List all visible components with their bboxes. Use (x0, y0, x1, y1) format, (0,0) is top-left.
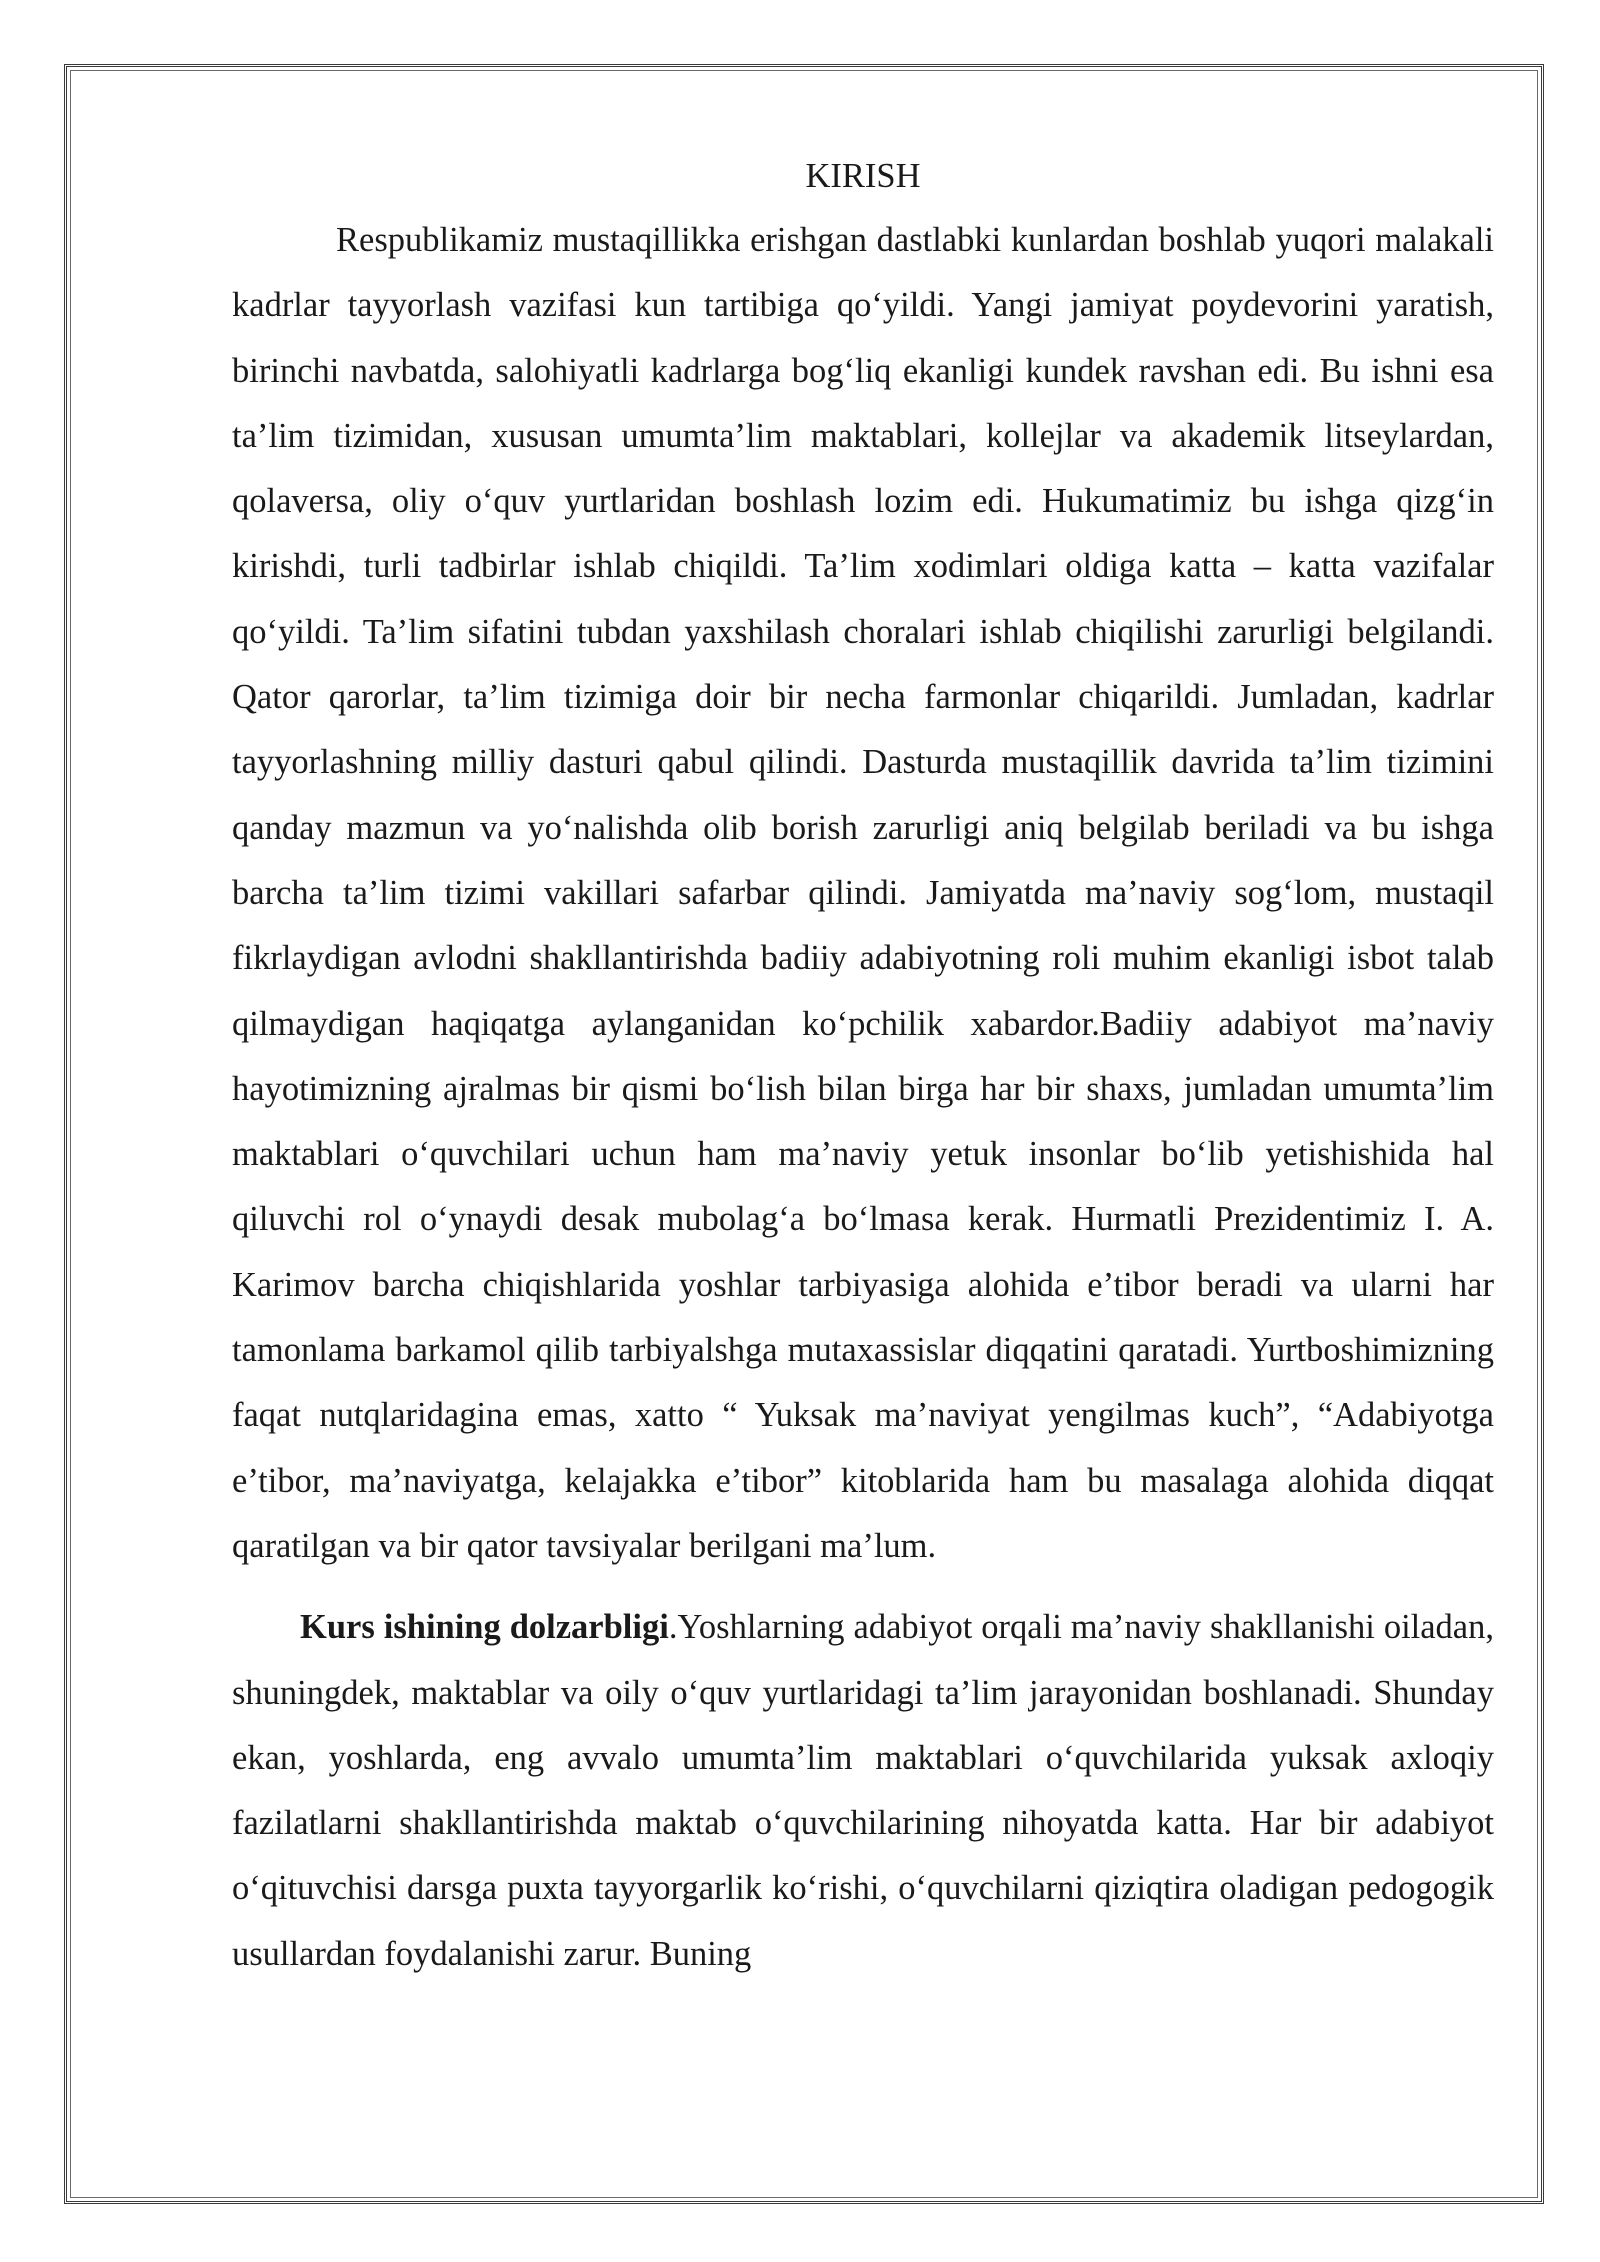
paragraph-relevance-text: .Yoshlarning adabiyot orqali ma’naviy shakllanishi oiladan, shuningdek, maktablar va oily o‘quv yurtlaridagi ta’lim jarayonidan boshlanadi. Shunday ekan, yoshlarda, eng avvalo umumta’lim maktablari o‘quvchilarida yuksak axloqiy fazilatlarni shakllantirishda maktab o‘quvchilarining nihoyatda katta. Har bir adabiyot o‘qituvchisi darsga puxta tayyorgarlik ko‘rishi, o‘quvchilarni qiziqtira oladigan pedogogik usullardan foydalanishi zarur. Buning (232, 1608, 1494, 1973)
document-body (232, 148, 1494, 1987)
paragraph-relevance (232, 1595, 1494, 1987)
paragraph-lead-bold: Kurs ishining dolzarbligi (300, 1608, 669, 1647)
paragraph-intro: Respublikamiz mustaqillikka erishgan dastlabki kunlardan boshlab yuqori malakali kadrlar tayyorlash vazifasi kun tartibiga qo‘yildi. Yangi jamiyat poydevorini yaratish, birinchi navbatda, salohiyatli kadrlarga bog‘liq ekanligi kundek ravshan edi. Bu ishni esa ta’lim tizimidan, xususan umumta’lim maktablari, kollejlar va akademik litseylardan, qolaversa, oliy o‘quv yurtlaridan boshlash lozim edi. Hukumatimiz bu ishga qizg‘in kirishdi, turli tadbirlar ishlab chiqildi. Ta’lim xodimlari oldiga katta – katta vazifalar qo‘yildi. Ta’lim sifatini tubdan yaxshilash choralari ishlab chiqilishi zarurligi belgilandi. Qator qarorlar, ta’lim tizimiga doir bir necha farmonlar chiqarildi. Jumladan, kadrlar tayyorlashning milliy dasturi qabul qilindi. Dasturda mustaqillik davrida ta’lim tizimini qanday mazmun va yo‘nalishda olib borish zarurligi aniq belgilab beriladi va bu ishga barcha ta’lim tizimi vakillari safarbar qilindi. Jamiyatda ma’naviy sog‘lom, mustaqil fikrlaydigan avlodni shakllantirishda badiiy adabiyotning roli muhim ekanligi isbot talab qilmaydigan haqiqatga aylanganidan ko‘pchilik xabardor.Badiiy adabiyot ma’naviy hayotimizning ajralmas bir qismi bo‘lish bilan birga har bir shaxs, jumladan umumta’lim maktablari o‘quvchilari uchun ham ma’naviy yetuk insonlar bo‘lib yetishishida hal qiluvchi rol o‘ynaydi desak mubolag‘a bo‘lmasa kerak. Hurmatli Prezidentimiz I. A. Karimov barcha chiqishlarida yoshlar tarbiyasiga alohida e’tibor beradi va ularni har tamonlama barkamol qilib tarbiyalshga mutaxassislar diqqatini qaratadi. Yurtboshimizning faqat nutqlaridagina emas, xatto “ Yuksak ma’naviyat yengilmas kuch”, “Adabiyotga e’tibor, ma’naviyatga, kelajakka e’tibor” kitoblarida ham bu masalaga alohida diqqat qaratilgan va bir qator tavsiyalar berilgani ma’lum. (232, 221, 1494, 1565)
document-heading: KIRISH (805, 157, 921, 195)
